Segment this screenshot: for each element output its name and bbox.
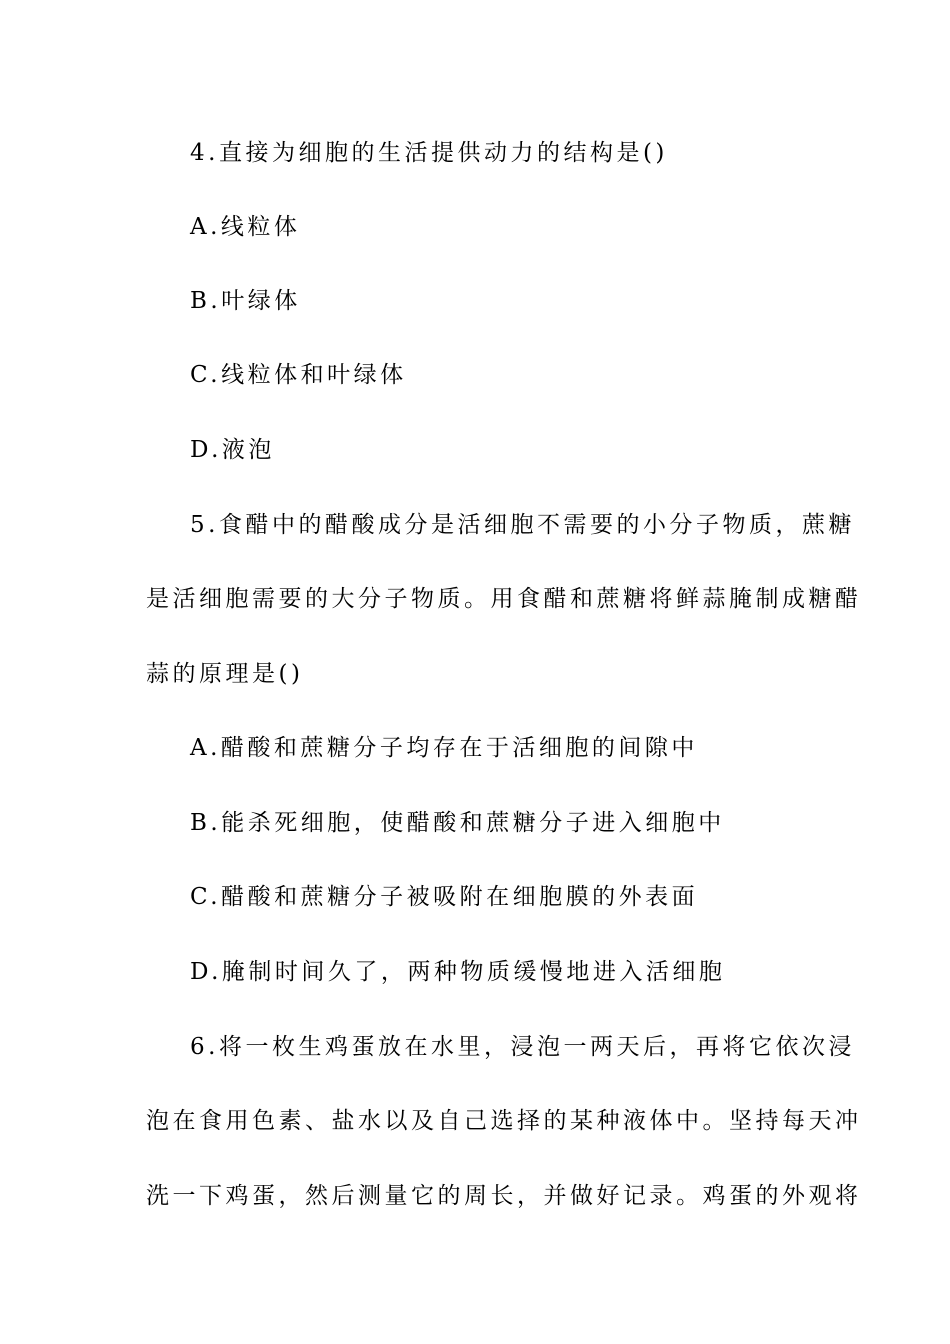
question-4-option-a: A.线粒体 bbox=[190, 214, 301, 240]
question-5-stem-line-2: 是活细胞需要的大分子物质。用食醋和蔗糖将鲜蒜腌制成糖醋 bbox=[146, 586, 862, 612]
question-5-option-a: A.醋酸和蔗糖分子均存在于活细胞的间隙中 bbox=[190, 735, 698, 761]
question-5-stem-line-3: 蒜的原理是() bbox=[146, 661, 304, 687]
question-5-stem-line-1: 5.食醋中的醋酸成分是活细胞不需要的小分子物质，蔗糖 bbox=[190, 512, 855, 538]
question-5-option-c: C.醋酸和蔗糖分子被吸附在细胞膜的外表面 bbox=[190, 884, 699, 910]
question-4-option-d: D.液泡 bbox=[190, 437, 275, 463]
question-5-option-d: D.腌制时间久了，两种物质缓慢地进入活细胞 bbox=[190, 959, 726, 985]
question-4-stem: 4.直接为细胞的生活提供动力的结构是() bbox=[190, 140, 668, 166]
question-6-stem-line-1: 6.将一枚生鸡蛋放在水里，浸泡一两天后，再将它依次浸 bbox=[190, 1034, 855, 1060]
question-4-option-c: C.线粒体和叶绿体 bbox=[190, 362, 407, 388]
question-6-stem-line-2: 泡在食用色素、盐水以及自己选择的某种液体中。坚持每天冲 bbox=[146, 1108, 862, 1134]
question-5-option-b: B.能杀死细胞，使醋酸和蔗糖分子进入细胞中 bbox=[190, 810, 725, 836]
question-4-option-b: B.叶绿体 bbox=[190, 288, 301, 314]
question-6-stem-line-3: 洗一下鸡蛋，然后测量它的周长，并做好记录。鸡蛋的外观将 bbox=[146, 1183, 862, 1209]
